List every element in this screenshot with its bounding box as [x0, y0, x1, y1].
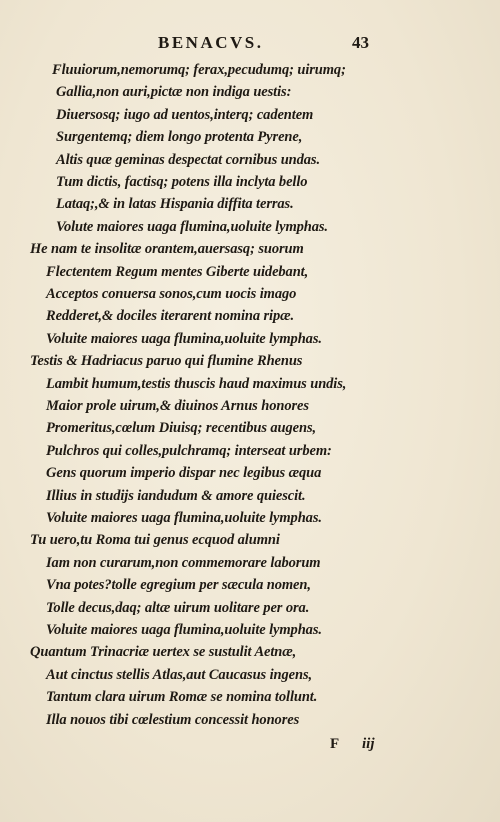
poem-line: Fluuiorum,nemorumq; ferax,pecudumq; uirumq; — [52, 62, 346, 78]
poem-line: Pulchros qui colles,pulchramq; interseat urbem: — [46, 442, 332, 459]
poem-line: Voluite maiores uaga flumina,uoluite lymphas. — [46, 510, 322, 526]
poem-line: Altis quæ geminas despectat cornibus undas. — [56, 151, 320, 168]
poem-line: Gallia,non auri,pictæ non indiga uestis: — [56, 84, 292, 101]
poem-line: Tolle decus,daq; altæ uirum uolitare per ora. — [46, 599, 310, 616]
poem-line: Tu uero,tu Roma tui genus ecquod alumni — [30, 532, 280, 549]
signature-mark: F — [330, 736, 340, 752]
running-title: BENACVS. — [158, 33, 264, 52]
poem-line: Tantum clara uirum Romæ se nomina tollunt. — [46, 689, 318, 706]
page-number: 43 — [352, 33, 369, 52]
poem-line: Iam non curarum,non commemorare laborum — [46, 554, 321, 571]
poem-line: Aut cinctus stellis Atlas,aut Caucasus ingens, — [46, 666, 313, 683]
poem-line: Lambit humum,testis thuscis haud maximus undis, — [46, 375, 347, 392]
poem-line: He nam te insolitæ orantem,auersasq; suorum — [30, 241, 304, 258]
signature-number: iij — [362, 736, 375, 752]
poem-line: Vna potes?tolle egregium per sæcula nomen, — [46, 577, 311, 594]
poem-line: Quantum Trinacriæ uertex se sustulit Aetnæ, — [30, 644, 297, 661]
poem-line: Maior prole uirum,& diuinos Arnus honores — [46, 398, 309, 414]
poem-line: Gens quorum imperio dispar nec legibus æqua — [46, 465, 322, 482]
poem-line: Promeritus,cœlum Diuisq; recentibus augens, — [46, 420, 317, 437]
poem-line: Acceptos conuersa sonos,cum uocis imago — [46, 286, 297, 302]
page-footer — [0, 736, 500, 758]
poem-line: Diuersosq; iugo ad uentos,interq; cadentem — [56, 106, 314, 123]
poem-line: Flectentem Regum mentes Giberte uidebant, — [46, 263, 309, 280]
poem-line: Lataq;,& in latas Hispania diffita terras. — [56, 196, 294, 213]
poem-line: Tum dictis, factisq; potens illa inclyta bello — [56, 174, 308, 190]
poem-line: Illius in studijs iandudum & amore quiescit. — [46, 487, 306, 504]
poem-line: Surgentemq; diem longo protenta Pyrene, — [56, 129, 303, 146]
page-header — [0, 33, 500, 55]
poem-line: Voluite maiores uaga flumina,uoluite lymphas. — [46, 330, 322, 347]
poem-line: Volute maiores uaga flumina,uoluite lymphas. — [56, 218, 328, 235]
poem-line: Voluite maiores uaga flumina,uoluite lymphas. — [46, 622, 322, 638]
poem-line: Redderet,& dociles iterarent nomina ripæ. — [46, 308, 295, 325]
poem-line: Testis & Hadriacus paruo qui flumine Rhenus — [30, 353, 303, 370]
poem-line: Illa nouos tibi cœlestium concessit honores — [46, 711, 300, 728]
